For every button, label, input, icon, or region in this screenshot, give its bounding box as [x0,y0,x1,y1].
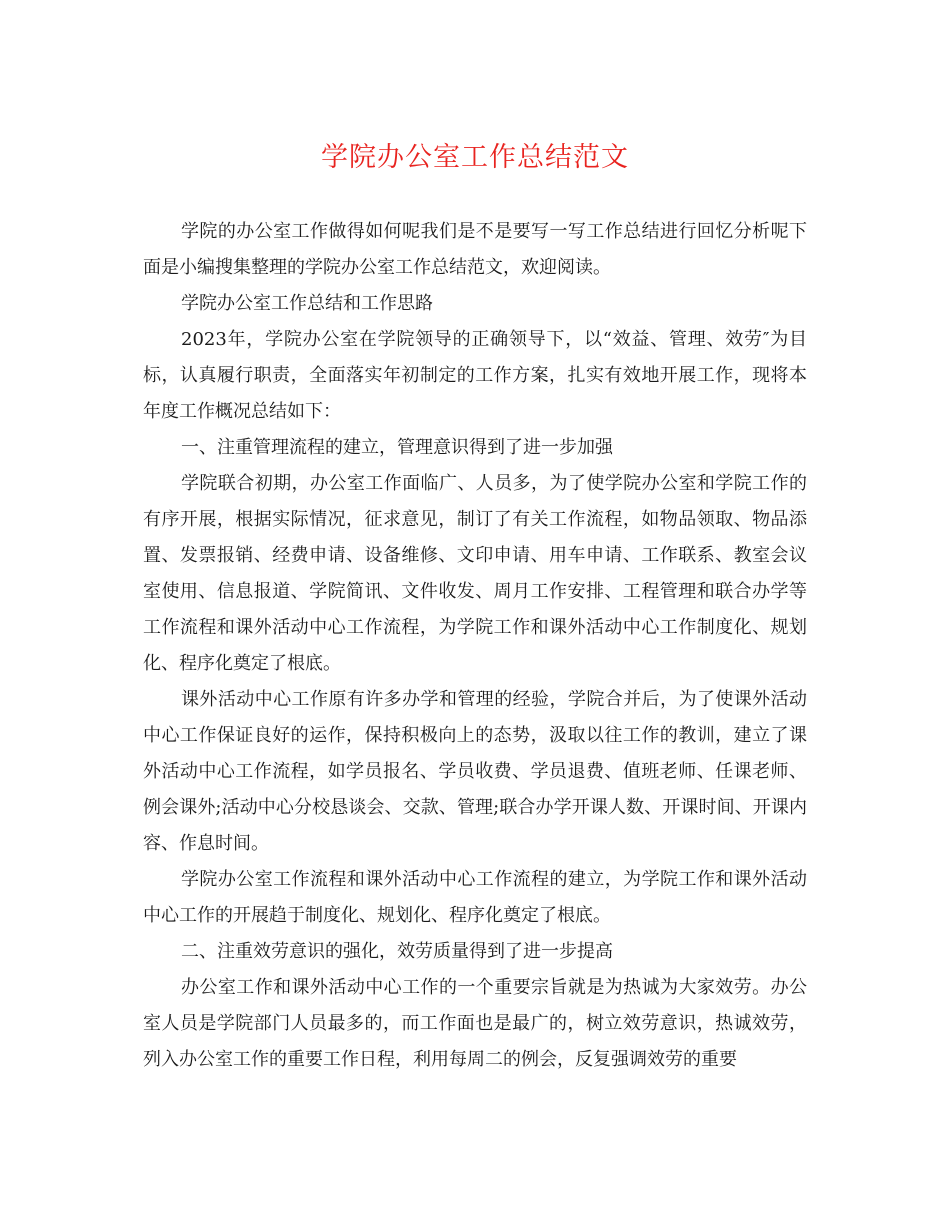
section-heading: 一、注重管理流程的建立，管理意识得到了进一步加强 [181,437,613,458]
document-title: 学院办公室工作总结范文 [321,142,629,173]
paragraph: 2023年，学院办公室在学院领导的正确领导下，以“效益、管理、效劳″为目标，认真履行职责，全面落实年初制定的工作方案，扎实有效地开展工作，现将本年度工作概况总结如下： [143,329,807,422]
section-heading: 二、注重效劳意识的强化，效劳质量得到了进一步提高 [181,941,613,962]
section-heading: 学院办公室工作总结和工作思路 [181,293,433,314]
paragraph: 课外活动中心工作原有许多办学和管理的经验，学院合并后，为了使课外活动中心工作保证良好的运作，保持积极向上的态势，汲取以往工作的教训，建立了课外活动中心工作流程，如学员报名、学员收费、学员退费、值班老师、任课老师、例会课外;活动中心分校恳谈会、交款、管理;联合办学开课人数、开课时间、开课内容、作息时间。 [143,689,807,854]
paragraph: 学院联合初期，办公室工作面临广、人员多，为了使学院办公室和学院工作的有序开展，根据实际情况，征求意见，制订了有关工作流程，如物品领取、物品添置、发票报销、经费申请、设备维修、文印申请、用车申请、工作联系、教室会议室使用、信息报道、学院简讯、文件收发、周月工作安排、工程管理和联合办学等工作流程和课外活动中心工作流程，为学院工作和课外活动中心工作制度化、规划化、程序化奠定了根底。 [143,473,807,674]
paragraph-intro: 学院的办公室工作做得如何呢我们是不是要写一写工作总结进行回忆分析呢下面是小编搜集整理的学院办公室工作总结范文，欢迎阅读。 [143,221,807,278]
paragraph: 学院办公室工作流程和课外活动中心工作流程的建立，为学院工作和课外活动中心工作的开展趋于制度化、规划化、程序化奠定了根底。 [143,869,807,926]
document-body [143,214,807,1078]
paragraph: 办公室工作和课外活动中心工作的一个重要宗旨就是为热诚为大家效劳。办公室人员是学院部门人员最多的，而工作面也是最广的，树立效劳意识，热诚效劳，列入办公室工作的重要工作日程，利用每周二的例会，反复强调效劳的重要 [143,977,807,1070]
